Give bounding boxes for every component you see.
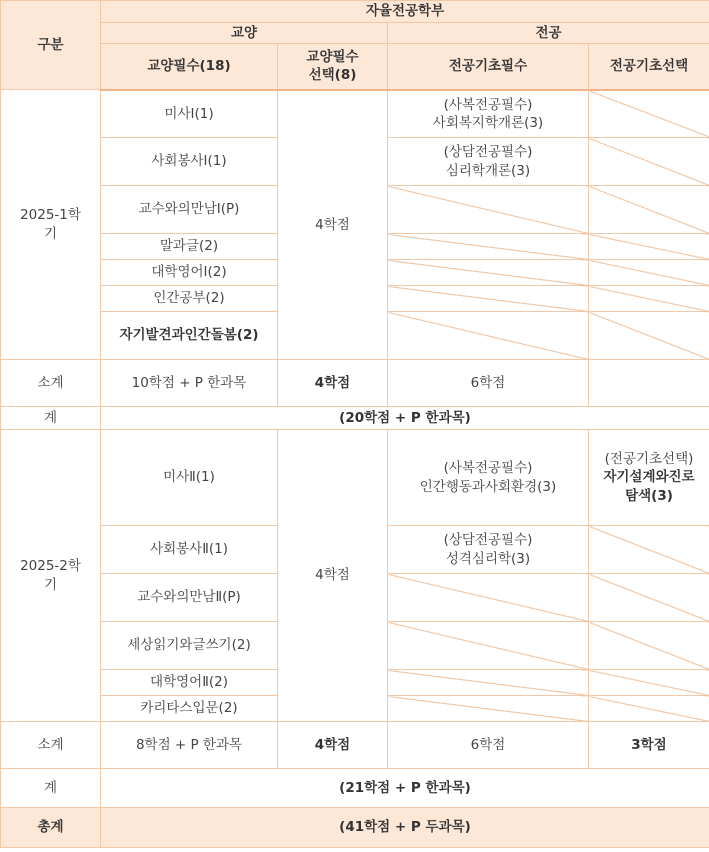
subtotal-label: 소계 [1, 360, 101, 407]
subtotal-elective: 4학점 [278, 360, 388, 407]
subtotal-elective: 4학점 [278, 722, 388, 769]
subtotal-label: 소계 [1, 722, 101, 769]
empty-diagonal-cell [589, 622, 709, 670]
empty-diagonal-cell [589, 186, 709, 234]
liberal-header: 교양 [101, 23, 388, 44]
empty-diagonal-cell [388, 312, 589, 360]
subtotal-lib: 8학점 + P 한과목 [101, 722, 278, 769]
empty-diagonal-cell [589, 312, 709, 360]
empty-diagonal-cell [388, 696, 589, 722]
empty-diagonal-cell [388, 234, 589, 260]
subtotal-major: 6학점 [388, 360, 589, 407]
course-cell: 말과글(2) [101, 234, 278, 260]
empty-diagonal-cell [589, 260, 709, 286]
course-cell: 사회봉사Ⅱ(1) [101, 526, 278, 574]
empty-diagonal-cell [589, 526, 709, 574]
major-basic-required-header: 전공기초필수 [388, 44, 589, 90]
semester2-label: 2025-2학 기 [1, 430, 101, 722]
semester1-elective-credits: 4학점 [278, 90, 388, 360]
school-header: 자율전공학부 [101, 1, 709, 23]
total-label: 계 [1, 769, 101, 808]
semester2-total: (21학점 + P 한과목) [101, 769, 709, 808]
course-cell: 교수와의만남Ⅱ(P) [101, 574, 278, 622]
major-required-cell: (사복전공필수) 사회복지학개론(3) [388, 90, 589, 138]
subtotal-empty [589, 360, 709, 407]
empty-diagonal-cell [589, 670, 709, 696]
semester1-label: 2025-1학 기 [1, 90, 101, 360]
lib-elective-header: 교양필수 선택(8) [278, 44, 388, 90]
course-cell: 대학영어Ⅰ(2) [101, 260, 278, 286]
major-header: 전공 [388, 23, 709, 44]
lib-required-header: 교양필수(18) [101, 44, 278, 90]
empty-diagonal-cell [589, 696, 709, 722]
empty-diagonal-cell [388, 286, 589, 312]
semester2-elective-credits: 4학점 [278, 430, 388, 722]
course-cell: 사회봉사Ⅰ(1) [101, 138, 278, 186]
major-required-cell: (사복전공필수) 인간행동과사회환경(3) [388, 430, 589, 526]
subtotal-lib: 10학점 + P 한과목 [101, 360, 278, 407]
course-cell: 인간공부(2) [101, 286, 278, 312]
major-required-cell: (상담전공필수) 심리학개론(3) [388, 138, 589, 186]
course-cell: 대학영어Ⅱ(2) [101, 670, 278, 696]
major-elective-cell: (전공기초선택) 자기설계와진로 탐색(3) [589, 430, 709, 526]
major-basic-elective-header: 전공기초선택 [589, 44, 709, 90]
empty-diagonal-cell [589, 574, 709, 622]
empty-diagonal-cell [388, 186, 589, 234]
empty-diagonal-cell [589, 90, 709, 138]
empty-diagonal-cell [388, 670, 589, 696]
empty-diagonal-cell [388, 622, 589, 670]
course-cell: 자기발견과인간돌봄(2) [101, 312, 278, 360]
course-cell: 미사Ⅱ(1) [101, 430, 278, 526]
grand-total-label: 총계 [1, 808, 101, 848]
subtotal-major: 6학점 [388, 722, 589, 769]
empty-diagonal-cell [589, 286, 709, 312]
course-cell: 세상읽기와글쓰기(2) [101, 622, 278, 670]
course-cell: 미사Ⅰ(1) [101, 90, 278, 138]
course-cell: 카리타스입문(2) [101, 696, 278, 722]
empty-diagonal-cell [589, 138, 709, 186]
semester1-total: (20학점 + P 한과목) [101, 407, 709, 430]
empty-diagonal-cell [388, 574, 589, 622]
empty-diagonal-cell [388, 260, 589, 286]
major-required-cell: (상담전공필수) 성격심리학(3) [388, 526, 589, 574]
division-header: 구분 [1, 1, 101, 90]
grand-total-value: (41학점 + P 두과목) [101, 808, 709, 848]
total-label: 계 [1, 407, 101, 430]
empty-diagonal-cell [589, 234, 709, 260]
subtotal-major-elective: 3학점 [589, 722, 709, 769]
course-cell: 교수와의만남Ⅰ(P) [101, 186, 278, 234]
